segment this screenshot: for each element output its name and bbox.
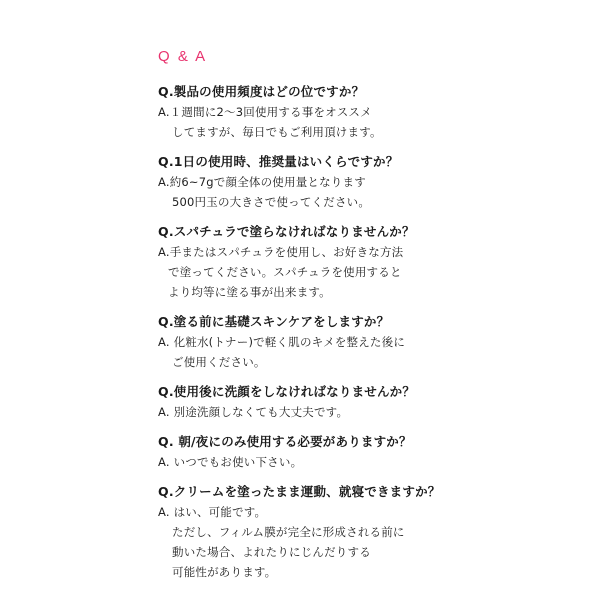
question: Q.スパチュラで塗らなければなりませんか？ — [158, 224, 415, 239]
answer-line: A.１週間に2〜3回使用する事をオススメ — [158, 105, 372, 119]
answer-line: より均等に塗る事が出来ます。 — [168, 285, 331, 299]
qa-item — [158, 482, 578, 582]
answer-line: ご使用ください。 — [172, 355, 266, 369]
answer-line: A. 化粧水(トナー)で軽く肌のキメを整えた後に — [158, 335, 406, 349]
answer-line: A.手またはスパチュラを使用し、お好きな方法 — [158, 245, 404, 259]
qa-item — [158, 382, 578, 422]
qa-item — [158, 82, 578, 142]
question: Q.使用後に洗顔をしなければなりませんか？ — [158, 384, 416, 399]
qa-item — [158, 152, 578, 212]
qa-item — [158, 312, 578, 372]
qa-item — [158, 432, 578, 472]
answer-line: A. 別途洗顔しなくても大丈夫です。 — [158, 405, 349, 419]
question: Q. 朝/夜にのみ使用する必要がありますか？ — [158, 434, 412, 449]
answer-line: ただし、フィルム膜が完全に形成される前に — [172, 525, 405, 539]
question: Q.1日の使用時、推奨量はいくらですか？ — [158, 154, 399, 169]
qa-heading: Q & A — [158, 48, 208, 65]
answer-line: してますが、毎日でもご利用頂けます。 — [172, 125, 382, 139]
qa-item — [158, 222, 578, 302]
answer-line: 可能性があります。 — [172, 565, 277, 579]
answer-line: 500円玉の大きさで使ってください。 — [172, 195, 371, 209]
question: Q.塗る前に基礎スキンケアをしますか？ — [158, 314, 390, 329]
answer-line: A.約6~7gで顔全体の使用量となります — [158, 175, 366, 189]
answer-line: A. はい、可能です。 — [158, 505, 267, 519]
answer-line: A. いつでもお使い下さい。 — [158, 455, 303, 469]
answer-line: 動いた場合、よれたりにじんだりする — [172, 545, 371, 559]
answer-line: で塗ってください。スパチュラを使用すると — [168, 265, 402, 279]
qa-list — [158, 82, 578, 592]
question: Q.クリームを塗ったまま運動、就寝できますか？ — [158, 484, 441, 499]
question: Q.製品の使用頻度はどの位ですか？ — [158, 84, 365, 99]
